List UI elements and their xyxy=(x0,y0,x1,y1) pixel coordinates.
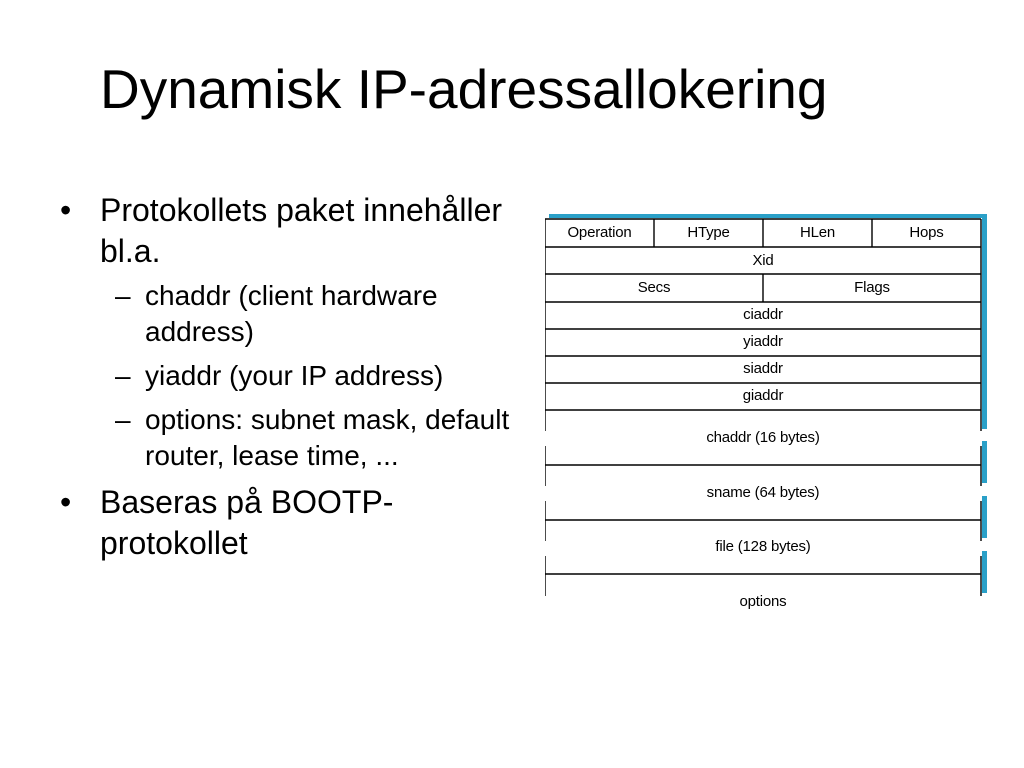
bullet-item xyxy=(60,190,530,272)
field-file: file (128 bytes) xyxy=(715,538,811,555)
sub-bullet-item xyxy=(60,278,530,350)
dash-icon: – xyxy=(115,404,131,435)
sub-bullet-text: chaddr (client hardware address) xyxy=(145,280,438,347)
bullet-icon: • xyxy=(60,484,72,520)
sub-bullet-list xyxy=(60,278,530,474)
dash-icon: – xyxy=(115,360,131,391)
bullet-text: Protokollets paket innehåller bl.a. xyxy=(100,192,503,269)
field-htype: HType xyxy=(687,224,730,241)
field-flags: Flags xyxy=(854,279,890,296)
packet-format-diagram xyxy=(545,214,987,610)
field-hlen: HLen xyxy=(799,224,836,241)
field-yiaddr: yiaddr xyxy=(743,333,783,350)
bullet-list xyxy=(60,190,530,570)
slide-title: Dynamisk IP-adressallokering xyxy=(100,58,828,120)
field-secs: Secs xyxy=(637,279,671,296)
field-hops: Hops xyxy=(909,224,944,241)
bullet-text: Baseras på BOOTP-protokollet xyxy=(100,484,394,561)
field-operation: Operation xyxy=(567,224,632,241)
field-sname: sname (64 bytes) xyxy=(706,484,820,501)
sub-bullet-text: yiaddr (your IP address) xyxy=(145,360,444,391)
bullet-icon: • xyxy=(60,192,72,228)
field-siaddr: siaddr xyxy=(743,360,783,377)
sub-bullet-text: options: subnet mask, default router, lease time, ... xyxy=(145,404,510,471)
sub-bullet-item xyxy=(60,402,530,474)
field-xid: Xid xyxy=(752,252,774,269)
field-giaddr: giaddr xyxy=(742,387,784,404)
dash-icon: – xyxy=(115,280,131,311)
field-options: options xyxy=(739,593,787,610)
sub-bullet-item xyxy=(60,358,530,394)
field-ciaddr: ciaddr xyxy=(743,306,783,323)
bullet-item xyxy=(60,482,530,564)
field-chaddr: chaddr (16 bytes) xyxy=(706,429,820,446)
